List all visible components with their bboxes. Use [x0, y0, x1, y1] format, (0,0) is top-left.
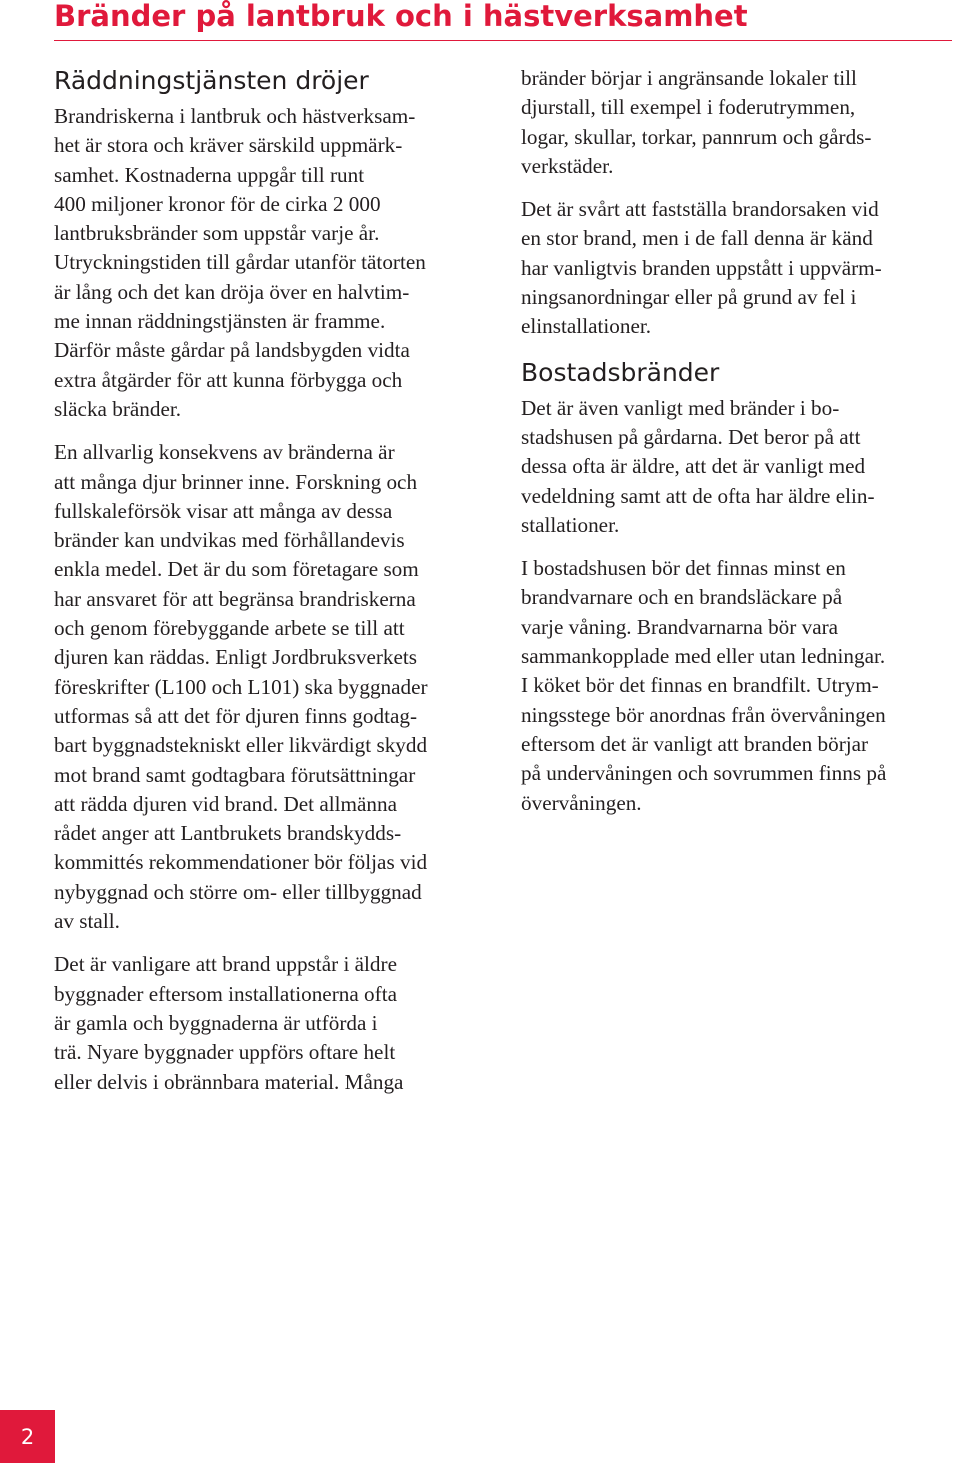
text-line: eller delvis i obrännbara material. Många [54, 1069, 404, 1094]
text-line: varje våning. Brandvarnarna bör vara [521, 614, 839, 639]
text-line: Utryckningstiden till gårdar utanför tätorten [54, 250, 426, 275]
text-line: släcka bränder. [54, 396, 182, 421]
paragraph [521, 195, 951, 341]
text-line: Därför måste gårdar på landsbygden vidta [54, 338, 410, 363]
text-line: trä. Nyare byggnader uppförs oftare helt [54, 1040, 396, 1065]
page-title: Bränder på lantbruk och i hästverksamhet [54, 0, 748, 33]
text-line: nybyggnad och större om- eller tillbyggnad [54, 879, 422, 904]
text-line: extra åtgärder för att kunna förbygga och [54, 367, 403, 392]
text-line: het är stora och kräver särskild uppmärk- [54, 133, 403, 158]
paragraph [54, 102, 494, 424]
text-line: och genom förebyggande arbete se till att [54, 616, 405, 641]
right-column [521, 64, 951, 832]
title-divider [54, 40, 952, 41]
text-line: rådet anger att Lantbrukets brandskydds- [54, 821, 402, 846]
text-line: sammankopplade med eller utan ledningar. [521, 644, 886, 669]
right-paragraphs [521, 394, 951, 818]
text-line: lantbruksbränder som uppstår varje år. [54, 221, 380, 246]
text-line: elinstallationer. [521, 314, 652, 339]
text-line: har ansvaret för att begränsa brandriskerna [54, 586, 416, 611]
text-line: Det är vanligare att brand uppstår i äldre [54, 952, 397, 977]
text-line: samhet. Kostnaderna uppgår till runt [54, 162, 365, 187]
text-line: En allvarlig konsekvens av bränderna är [54, 440, 395, 465]
text-line: fullskaleförsök visar att många av dessa [54, 498, 393, 523]
text-line: att rädda djuren vid brand. Det allmänna [54, 791, 397, 816]
text-line: vedeldning samt att de ofta har äldre elin- [521, 483, 875, 508]
text-line: dessa ofta är äldre, att det är vanligt med [521, 454, 866, 479]
text-line: mot brand samt godtagbara förutsättningar [54, 762, 416, 787]
text-line: djuren kan räddas. Enligt Jordbruksverkets [54, 645, 418, 670]
text-line: enkla medel. Det är du som företagare som [54, 557, 419, 582]
paragraph [521, 64, 951, 181]
text-line: bart byggnadstekniskt eller likvärdigt skydd [54, 733, 428, 758]
right-intro-paragraphs [521, 64, 951, 342]
page-number-badge [0, 1410, 55, 1463]
left-paragraphs [54, 102, 494, 1097]
text-line: bränder börjar i angränsande lokaler till [521, 66, 857, 90]
text-line: utformas så att det för djuren finns godtag- [54, 703, 418, 728]
text-line: stadshusen på gårdarna. Det beror på att [521, 424, 861, 449]
text-line: I bostadshusen bör det finnas minst en [521, 556, 846, 581]
text-line: på undervåningen och sovrummen finns på [521, 761, 887, 786]
text-line: logar, skullar, torkar, pannrum och gårds- [521, 124, 872, 149]
page-number: 2 [20, 1424, 35, 1449]
text-line: av stall. [54, 909, 120, 934]
left-column [54, 64, 494, 1111]
paragraph [54, 950, 494, 1096]
text-line: stallationer. [521, 512, 620, 537]
text-line: kommittés rekommendationer bör följas vid [54, 850, 428, 875]
text-line: övervåningen. [521, 790, 642, 815]
text-line: en stor brand, men i de fall denna är känd [521, 226, 873, 251]
text-line: me innan räddningstjänsten är framme. [54, 309, 386, 334]
text-line: byggnader eftersom installationerna ofta [54, 981, 397, 1006]
text-line: 400 miljoner kronor för de cirka 2 000 [54, 191, 381, 216]
text-line: bränder kan undvikas med förhållandevis [54, 528, 405, 553]
text-line: har vanligtvis branden uppstått i uppvärm- [521, 255, 882, 280]
text-line: I köket bör det finnas en brandfilt. Utrym- [521, 673, 879, 698]
section-heading-raddningstjansten: Räddningstjänsten dröjer [54, 66, 369, 95]
text-line: Det är även vanligt med bränder i bo- [521, 395, 840, 420]
text-line: Det är svårt att fastställa brandorsaken vid [521, 197, 879, 222]
text-line: djurstall, till exempel i foderutrymmen, [521, 95, 856, 120]
text-line: Brandriskerna i lantbruk och hästverksam- [54, 104, 416, 128]
text-line: att många djur brinner inne. Forskning och [54, 469, 418, 494]
text-line: ningsstege bör anordnas från övervåningen [521, 702, 886, 727]
text-line: brandvarnare och en brandsläckare på [521, 585, 843, 610]
text-line: verkstäder. [521, 153, 614, 178]
text-line: eftersom det är vanligt att branden börjar [521, 731, 869, 756]
section-heading-bostadsbrander: Bostadsbränder [521, 357, 720, 387]
paragraph [521, 394, 951, 540]
paragraph [521, 554, 951, 818]
text-line: är gamla och byggnaderna är utförda i [54, 1010, 378, 1035]
text-line: ningsanordningar eller på grund av fel i [521, 285, 857, 310]
text-line: föreskrifter (L100 och L101) ska byggnader [54, 674, 428, 699]
text-line: är lång och det kan dröja över en halvtim- [54, 279, 410, 304]
paragraph [54, 438, 494, 936]
